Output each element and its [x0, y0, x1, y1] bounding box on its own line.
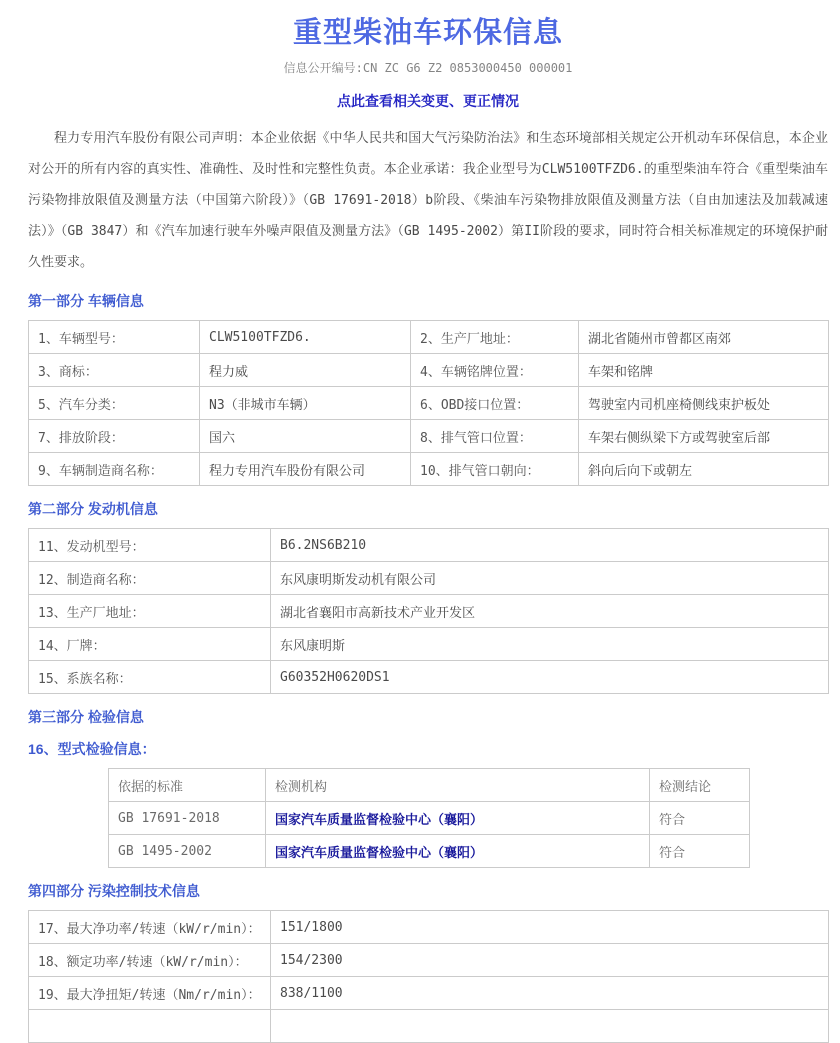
field-value: 838/1100: [271, 977, 829, 1010]
result-cell: 符合: [650, 835, 750, 868]
table-header-row: [109, 769, 750, 802]
table-row: [29, 977, 829, 1010]
table-row: [29, 453, 829, 486]
section-heading-pollution-control: 第四部分 污染控制技术信息: [28, 883, 200, 899]
field-value: G60352H0620DS1: [271, 661, 829, 694]
pollution-control-table: [28, 910, 829, 1043]
table-row: [29, 661, 829, 694]
field-value: 程力威: [200, 354, 411, 387]
field-label: 12、制造商名称：: [29, 562, 271, 595]
table-row: [109, 835, 750, 868]
table-row: [29, 944, 829, 977]
table-row: [29, 387, 829, 420]
inspection-table: [108, 768, 750, 868]
field-label: 3、商标：: [29, 354, 200, 387]
field-label: 13、生产厂地址：: [29, 595, 271, 628]
table-row: [29, 595, 829, 628]
field-label: 8、排气管口位置：: [411, 420, 579, 453]
column-header-agency: 检测机构: [266, 769, 650, 802]
inspection-agency-link[interactable]: 国家汽车质量监督检验中心（襄阳）: [275, 812, 484, 828]
field-value: 车架右侧纵梁下方或驾驶室后部: [579, 420, 829, 453]
result-cell: 符合: [650, 802, 750, 835]
field-label: 10、排气管口朝向：: [411, 453, 579, 486]
table-row: [29, 420, 829, 453]
field-label: 14、厂牌：: [29, 628, 271, 661]
agency-cell: [266, 835, 650, 868]
table-row: [109, 802, 750, 835]
vehicle-info-table: [28, 320, 829, 486]
inspection-agency-link[interactable]: 国家汽车质量监督检验中心（襄阳）: [275, 845, 484, 861]
field-label: 6、OBD接口位置：: [411, 387, 579, 420]
agency-cell: [266, 802, 650, 835]
field-value: 154/2300: [271, 944, 829, 977]
column-header-result: 检测结论: [650, 769, 750, 802]
table-row: [29, 911, 829, 944]
field-label: [29, 1010, 271, 1043]
field-value: 驾驶室内司机座椅侧线束护板处: [579, 387, 829, 420]
field-label: 15、系族名称：: [29, 661, 271, 694]
field-label: 2、生产厂地址：: [411, 321, 579, 354]
type-inspection-subheading: 16、型式检验信息：: [28, 741, 156, 757]
field-label: 11、发动机型号：: [29, 529, 271, 562]
document-page: [28, 16, 828, 1043]
table-row: [29, 628, 829, 661]
field-value: 斜向后向下或朝左: [579, 453, 829, 486]
table-row: [29, 529, 829, 562]
table-row: [29, 354, 829, 387]
field-label: 7、排放阶段：: [29, 420, 200, 453]
field-value: [271, 1010, 829, 1043]
disclosure-code: 信息公开编号:CN ZC G6 Z2 0853000450 000001: [283, 61, 573, 75]
standard-cell: GB 1495-2002: [109, 835, 266, 868]
field-label: 4、车辆铭牌位置：: [411, 354, 579, 387]
page-title: 重型柴油车环保信息: [292, 17, 563, 49]
field-label: 1、车辆型号：: [29, 321, 200, 354]
field-value: 151/1800: [271, 911, 829, 944]
change-link-row: [28, 91, 828, 111]
standard-cell: GB 17691-2018: [109, 802, 266, 835]
field-label: 18、额定功率/转速（kW/r/min）：: [29, 944, 271, 977]
field-value: 湖北省襄阳市高新技术产业开发区: [271, 595, 829, 628]
field-value: 湖北省随州市曾都区南郊: [579, 321, 829, 354]
table-row-clipped: [29, 1010, 829, 1043]
field-label: 17、最大净功率/转速（kW/r/min）：: [29, 911, 271, 944]
field-value: 国六: [200, 420, 411, 453]
declaration-text: 程力专用汽车股份有限公司声明：本企业依据《中华人民共和国大气污染防治法》和生态环境部相关规定公开机动车环保信息，本企业对公开的所有内容的真实性、准确性、及时性和完整性负责。本企业承诺：我企业型号为CLW5100TFZD6.的重型柴油车符合《重型柴油车污染物排放限值及测量方法（中国第六阶段）》（GB 17691-2018）b阶段、《柴油车污染物排放限值及测量方法（自由加速法及加载减速法）》（GB 3847）和《汽车加速行驶车外噪声限值及测量方法》（GB 1495-2002）第II阶段的要求，同时符合相关标准规定的环境保护耐久性要求。: [28, 131, 828, 270]
field-label: 5、汽车分类：: [29, 387, 200, 420]
view-changes-link[interactable]: 点此查看相关变更、更正情况: [337, 94, 519, 110]
field-value: 东风康明斯发动机有限公司: [271, 562, 829, 595]
section-heading-vehicle-info: 第一部分 车辆信息: [28, 293, 144, 309]
field-value: CLW5100TFZD6.: [200, 321, 411, 354]
field-value: 程力专用汽车股份有限公司: [200, 453, 411, 486]
engine-info-table: [28, 528, 829, 694]
table-row: [29, 562, 829, 595]
section-heading-inspection-info: 第三部分 检验信息: [28, 709, 144, 725]
field-label: 9、车辆制造商名称：: [29, 453, 200, 486]
column-header-standard: 依据的标准: [109, 769, 266, 802]
section-heading-engine-info: 第二部分 发动机信息: [28, 501, 158, 517]
field-value: B6.2NS6B210: [271, 529, 829, 562]
field-value: 东风康明斯: [271, 628, 829, 661]
field-value: 车架和铭牌: [579, 354, 829, 387]
field-value: N3（非城市车辆）: [200, 387, 411, 420]
field-label: 19、最大净扭矩/转速（Nm/r/min）：: [29, 977, 271, 1010]
table-row: [29, 321, 829, 354]
